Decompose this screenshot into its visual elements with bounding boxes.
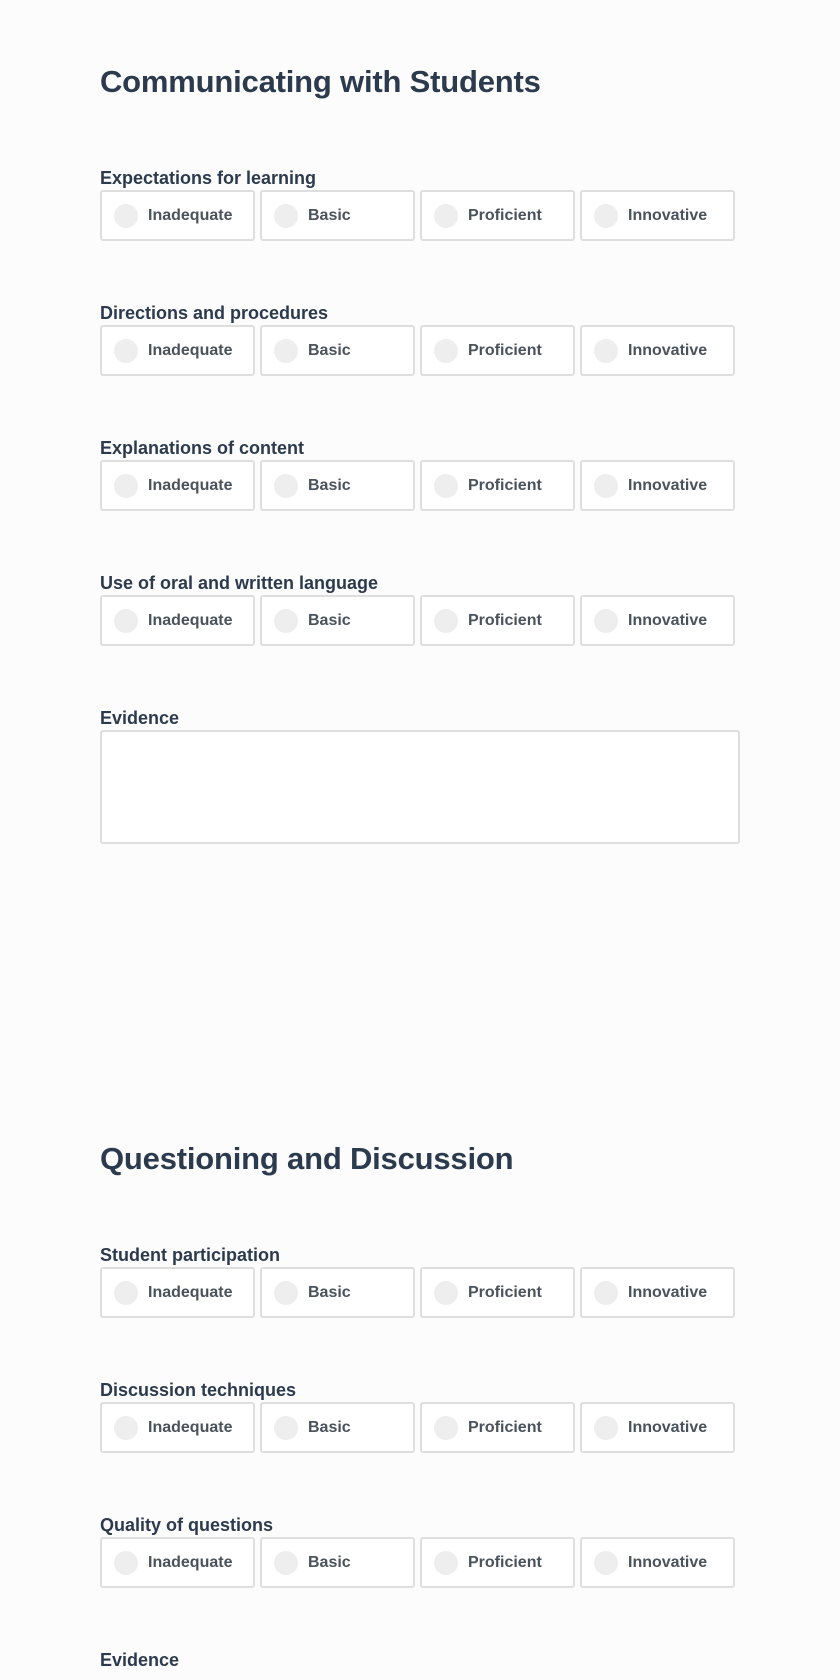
- radio-circle-icon[interactable]: [114, 609, 138, 633]
- criterion-label: Expectations for learning: [100, 168, 317, 188]
- option-label: Innovative: [628, 1553, 708, 1571]
- radio-circle-icon[interactable]: [114, 1281, 138, 1305]
- radio-circle-icon[interactable]: [594, 204, 618, 228]
- option-proficient[interactable]: [420, 1267, 575, 1318]
- option-basic[interactable]: [260, 190, 415, 241]
- option-label: Innovative: [628, 1418, 708, 1436]
- option-label: Inadequate: [148, 476, 233, 494]
- radio-circle-icon[interactable]: [274, 1416, 298, 1440]
- radio-circle-icon[interactable]: [594, 609, 618, 633]
- option-proficient[interactable]: [420, 190, 575, 241]
- option-label: Basic: [308, 611, 351, 629]
- option-innovative[interactable]: [580, 1402, 735, 1453]
- radio-circle-icon[interactable]: [594, 1281, 618, 1305]
- criterion-use-of-oral-and-written-language: [100, 573, 740, 629]
- radio-circle-icon[interactable]: [114, 1416, 138, 1440]
- rating-options: [100, 1402, 735, 1453]
- radio-circle-icon[interactable]: [274, 204, 298, 228]
- criterion-explanations-of-content: [100, 438, 740, 494]
- option-innovative[interactable]: [580, 1537, 735, 1588]
- option-proficient[interactable]: [420, 325, 575, 376]
- option-proficient[interactable]: [420, 595, 575, 646]
- option-label: Basic: [308, 476, 351, 494]
- option-basic[interactable]: [260, 460, 415, 511]
- option-inadequate[interactable]: [100, 1267, 255, 1318]
- option-innovative[interactable]: [580, 595, 735, 646]
- section-title: Communicating with Students: [100, 64, 541, 99]
- option-proficient[interactable]: [420, 1537, 575, 1588]
- rating-options: [100, 1537, 735, 1588]
- option-label: Inadequate: [148, 341, 233, 359]
- option-label: Proficient: [468, 206, 542, 224]
- option-label: Proficient: [468, 611, 542, 629]
- criterion-expectations-for-learning: [100, 168, 740, 224]
- radio-circle-icon[interactable]: [274, 474, 298, 498]
- radio-circle-icon[interactable]: [434, 1551, 458, 1575]
- option-label: Innovative: [628, 611, 708, 629]
- evidence-group: [100, 709, 740, 727]
- option-label: Innovative: [628, 1283, 708, 1301]
- option-label: Basic: [308, 341, 351, 359]
- option-inadequate[interactable]: [100, 595, 255, 646]
- option-label: Innovative: [628, 341, 708, 359]
- option-innovative[interactable]: [580, 1267, 735, 1318]
- option-basic[interactable]: [260, 1402, 415, 1453]
- criterion-label: Directions and procedures: [100, 303, 329, 323]
- option-proficient[interactable]: [420, 1402, 575, 1453]
- radio-circle-icon[interactable]: [434, 1416, 458, 1440]
- radio-circle-icon[interactable]: [114, 474, 138, 498]
- radio-circle-icon[interactable]: [434, 609, 458, 633]
- option-basic[interactable]: [260, 595, 415, 646]
- option-inadequate[interactable]: [100, 325, 255, 376]
- option-innovative[interactable]: [580, 190, 735, 241]
- radio-circle-icon[interactable]: [434, 204, 458, 228]
- radio-circle-icon[interactable]: [594, 1416, 618, 1440]
- option-proficient[interactable]: [420, 460, 575, 511]
- rating-options: [100, 1267, 735, 1318]
- option-label: Basic: [308, 1553, 351, 1571]
- radio-circle-icon[interactable]: [274, 339, 298, 363]
- option-label: Inadequate: [148, 1418, 233, 1436]
- option-inadequate[interactable]: [100, 1402, 255, 1453]
- radio-circle-icon[interactable]: [434, 339, 458, 363]
- radio-circle-icon[interactable]: [274, 1551, 298, 1575]
- criterion-directions-and-procedures: [100, 303, 740, 359]
- rating-options: [100, 460, 735, 511]
- option-basic[interactable]: [260, 325, 415, 376]
- option-label: Proficient: [468, 1553, 542, 1571]
- radio-circle-icon[interactable]: [434, 474, 458, 498]
- option-label: Proficient: [468, 1418, 542, 1436]
- criterion-student-participation: [100, 1245, 740, 1301]
- option-label: Proficient: [468, 476, 542, 494]
- radio-circle-icon[interactable]: [114, 204, 138, 228]
- criterion-label: Student participation: [100, 1245, 280, 1265]
- option-label: Basic: [308, 206, 351, 224]
- criterion-label: Discussion techniques: [100, 1380, 297, 1400]
- option-basic[interactable]: [260, 1537, 415, 1588]
- option-inadequate[interactable]: [100, 190, 255, 241]
- radio-circle-icon[interactable]: [274, 1281, 298, 1305]
- radio-circle-icon[interactable]: [594, 339, 618, 363]
- option-label: Proficient: [468, 1283, 542, 1301]
- section-communicating-with-students: [100, 64, 740, 728]
- radio-circle-icon[interactable]: [434, 1281, 458, 1305]
- option-basic[interactable]: [260, 1267, 415, 1318]
- criterion-label: Use of oral and written language: [100, 573, 379, 593]
- option-label: Basic: [308, 1418, 351, 1436]
- option-label: Innovative: [628, 476, 708, 494]
- option-label: Proficient: [468, 341, 542, 359]
- radio-circle-icon[interactable]: [594, 474, 618, 498]
- option-inadequate[interactable]: [100, 1537, 255, 1588]
- option-label: Inadequate: [148, 1283, 233, 1301]
- radio-circle-icon[interactable]: [114, 339, 138, 363]
- criterion-label: Explanations of content: [100, 438, 305, 458]
- radio-circle-icon[interactable]: [594, 1551, 618, 1575]
- option-innovative[interactable]: [580, 460, 735, 511]
- criterion-quality-of-questions: [100, 1515, 740, 1571]
- criterion-label: Quality of questions: [100, 1515, 274, 1535]
- evidence-label: Evidence: [100, 1650, 180, 1670]
- radio-circle-icon[interactable]: [274, 609, 298, 633]
- option-label: Inadequate: [148, 1553, 233, 1571]
- radio-circle-icon[interactable]: [114, 1551, 138, 1575]
- criterion-discussion-techniques: [100, 1380, 740, 1436]
- section-questioning-and-discussion: [100, 1141, 740, 1670]
- option-label: Inadequate: [148, 611, 233, 629]
- option-label: Basic: [308, 1283, 351, 1301]
- option-inadequate[interactable]: [100, 460, 255, 511]
- section-title: Questioning and Discussion: [100, 1141, 514, 1176]
- option-innovative[interactable]: [580, 325, 735, 376]
- evidence-group: [100, 1651, 740, 1669]
- rating-options: [100, 595, 735, 646]
- option-label: Innovative: [628, 206, 708, 224]
- rating-options: [100, 325, 735, 376]
- rating-options: [100, 190, 735, 241]
- option-label: Inadequate: [148, 206, 233, 224]
- evidence-textarea[interactable]: [100, 730, 740, 844]
- evidence-label: Evidence: [100, 708, 180, 728]
